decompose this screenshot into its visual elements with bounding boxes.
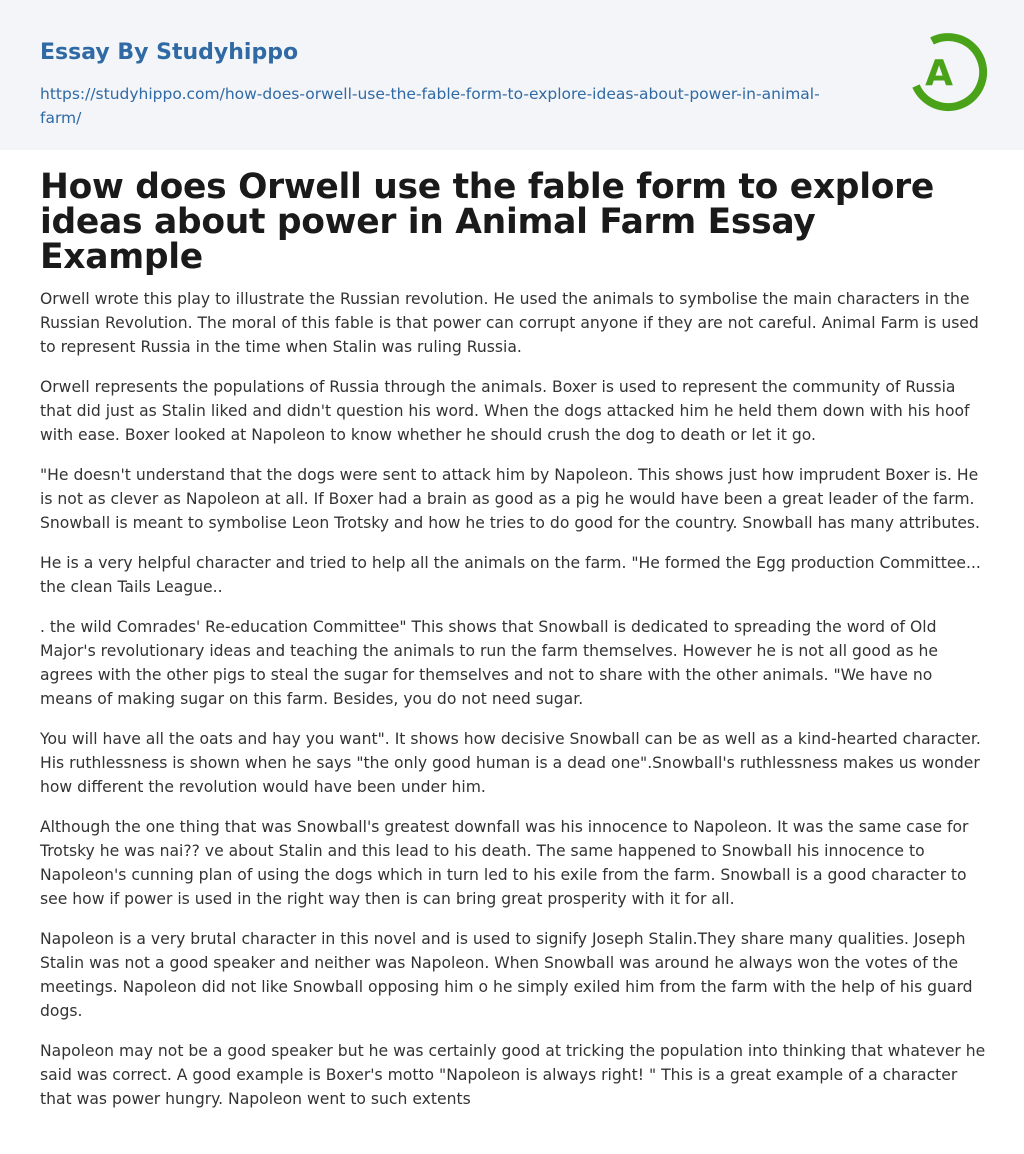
essay-paragraph: . the wild Comrades' Re-education Committee" This shows that Snowball is dedicated to spreading the word of Old Major's revolutionary ideas and teaching the animals to run the farm themselves. However he is not all good as he agrees with the other pigs to steal the sugar for themselves and not to share with the other animals. "We have no means of making sugar on this farm. Besides, you do not need sugar.	[40, 618, 938, 708]
brand-title[interactable]: Essay By Studyhippo	[40, 40, 299, 65]
essay-paragraph: Napoleon may not be a good speaker but he was certainly good at tricking the population into thinking that whatever he said was correct. A good example is Boxer's motto "Napoleon is always right! " This is a great example of a character that was power hungry. Napoleon went to such extents	[40, 1042, 986, 1108]
essay-paragraph: "He doesn't understand that the dogs were sent to attack him by Napoleon. This shows just how imprudent Boxer is. He is not as clever as Napoleon at all. If Boxer had a brain as good as a pig he would have been a great leader of the farm. Snowball is meant to symbolise Leon Trotsky and how he tries to do good for the country. Snowball has many attributes.	[40, 466, 981, 532]
essay-body	[40, 167, 986, 1127]
essay-paragraph: Although the one thing that was Snowball's greatest downfall was his innocence to Napoleon. It was the same case for Trotsky he was nai?? ve about Stalin and this lead to his death. The same happened to Snowball his innocence to Napoleon's cunning plan of using the dogs which in turn led to his exile from the farm. Snowball is a good character to see how if power is used in the right way then is can bring great prosperity with it for all.	[40, 818, 969, 908]
essay-paragraph: You will have all the oats and hay you want". It shows how decisive Snowball can be as well as a kind-hearted character. His ruthlessness is shown when he says "the only good human is a dead one".Snowball's ruthlessness makes us wonder how different the revolution would have been under him.	[40, 730, 981, 796]
logo-letter: A	[925, 53, 953, 94]
source-url-link[interactable]: https://studyhippo.com/how-does-orwell-use-the-fable-form-to-explore-ideas-about-power-in-animal-farm/	[40, 85, 820, 127]
essay-paragraph: Orwell represents the populations of Russia through the animals. Boxer is used to represent the community of Russia that did just as Stalin liked and didn't question his word. When the dogs attacked him he held them down with his hoof with ease. Boxer looked at Napoleon to know whether he should crush the dog to death or let it go.	[40, 378, 970, 444]
studyhippo-logo-icon[interactable]	[906, 28, 990, 118]
essay-paragraph: He is a very helpful character and tried to help all the animals on the farm. "He formed the Egg production Committee... the clean Tails League..	[40, 554, 981, 596]
site-header	[0, 0, 1024, 150]
essay-title: How does Orwell use the fable form to explore ideas about power in Animal Farm Essay Example	[40, 167, 934, 277]
essay-paragraph: Orwell wrote this play to illustrate the Russian revolution. He used the animals to symbolise the main characters in the Russian Revolution. The moral of this fable is that power can corrupt anyone if they are not careful. Animal Farm is used to represent Russia in the time when Stalin was ruling Russia.	[40, 290, 979, 356]
essay-paragraph: Napoleon is a very brutal character in this novel and is used to signify Joseph Stalin.They share many qualities. Joseph Stalin was not a good speaker and neither was Napoleon. When Snowball was around he always won the votes of the meetings. Napoleon did not like Snowball opposing him o he simply exiled him from the farm with the help of his guard dogs.	[40, 930, 973, 1020]
